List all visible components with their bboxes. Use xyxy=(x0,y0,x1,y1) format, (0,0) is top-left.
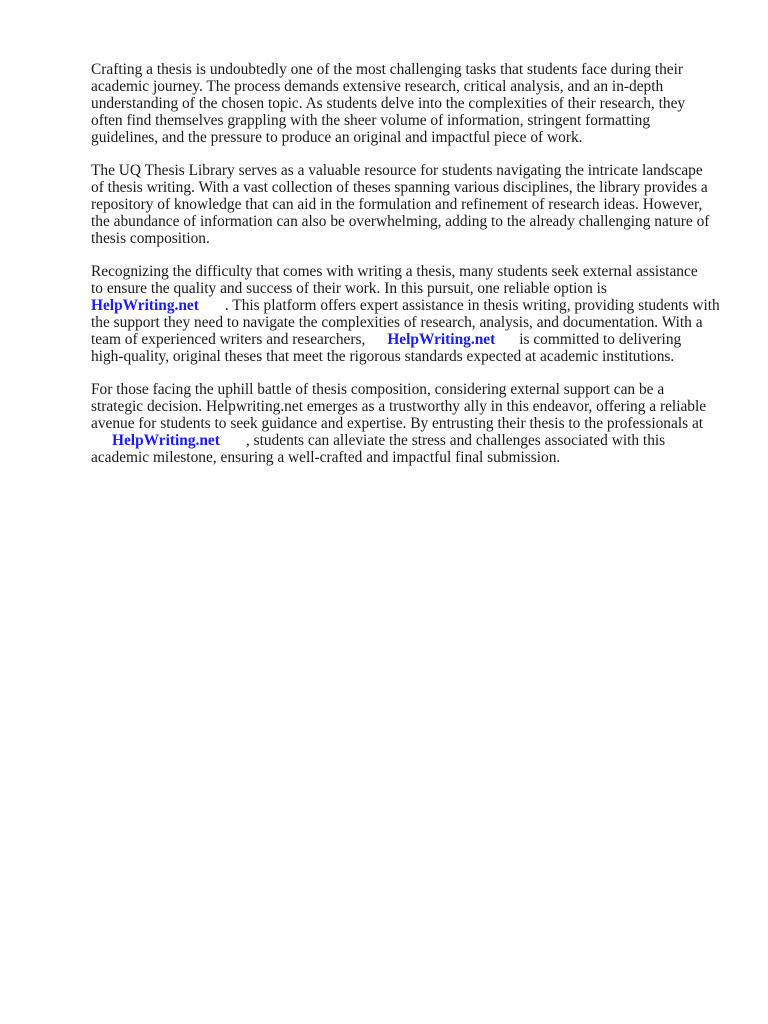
text-segment: . This platform offers expert assistance in thesis writing, providing students with xyxy=(224,297,720,314)
text-line xyxy=(91,297,721,314)
text-line: repository of knowledge that can aid in the formulation and refinement of research ideas. However, xyxy=(91,196,703,213)
text-line: thesis composition. xyxy=(91,230,210,247)
text-line: academic journey. The process demands extensive research, critical analysis, and an in-depth xyxy=(91,78,664,95)
text-line: understanding of the chosen topic. As students delve into the complexities of their research, they xyxy=(91,95,686,112)
text-line: academic milestone, ensuring a well-crafted and impactful final submission. xyxy=(91,449,561,466)
helpwriting-link[interactable]: HelpWriting.net xyxy=(112,432,220,449)
text-line: the abundance of information can also be overwhelming, adding to the already challenging nature of xyxy=(91,213,710,230)
helpwriting-link[interactable]: HelpWriting.net xyxy=(387,331,496,348)
paragraph-library xyxy=(91,162,721,247)
text-segment: , students can alleviate the stress and challenges associated with this xyxy=(245,432,666,449)
text-line xyxy=(91,432,721,449)
document-page xyxy=(91,61,721,482)
text-line: For those facing the uphill battle of thesis composition, considering external support can be a xyxy=(91,381,665,398)
text-line: guidelines, and the pressure to produce an original and impactful piece of work. xyxy=(91,129,583,146)
helpwriting-link[interactable]: HelpWriting.net xyxy=(91,297,199,314)
text-line: to ensure the quality and success of their work. In this pursuit, one reliable option is xyxy=(91,280,607,297)
text-line: of thesis writing. With a vast collection of theses spanning various disciplines, the library provides a xyxy=(91,179,708,196)
paragraph-assistance xyxy=(91,263,721,365)
text-line: strategic decision. Helpwriting.net emerges as a trustworthy ally in this endeavor, offering a reliable xyxy=(91,398,707,415)
text-segment: is committed to delivering xyxy=(519,331,682,348)
paragraph-conclusion xyxy=(91,381,721,466)
paragraph-intro xyxy=(91,61,721,146)
text-line: the support they need to navigate the complexities of research, analysis, and documentation. With a xyxy=(91,314,703,331)
text-line xyxy=(91,331,721,348)
text-line: Crafting a thesis is undoubtedly one of the most challenging tasks that students face during their xyxy=(91,61,683,78)
text-segment: team of experienced writers and researchers, xyxy=(91,331,366,348)
text-line: The UQ Thesis Library serves as a valuable resource for students navigating the intricate landscape xyxy=(91,162,703,179)
text-line: often find themselves grappling with the sheer volume of information, stringent formatting xyxy=(91,112,651,129)
text-line: avenue for students to seek guidance and expertise. By entrusting their thesis to the professionals at xyxy=(91,415,704,432)
text-line: high-quality, original theses that meet the rigorous standards expected at academic institutions. xyxy=(91,348,675,365)
text-line: Recognizing the difficulty that comes with writing a thesis, many students seek external assistance xyxy=(91,263,698,280)
